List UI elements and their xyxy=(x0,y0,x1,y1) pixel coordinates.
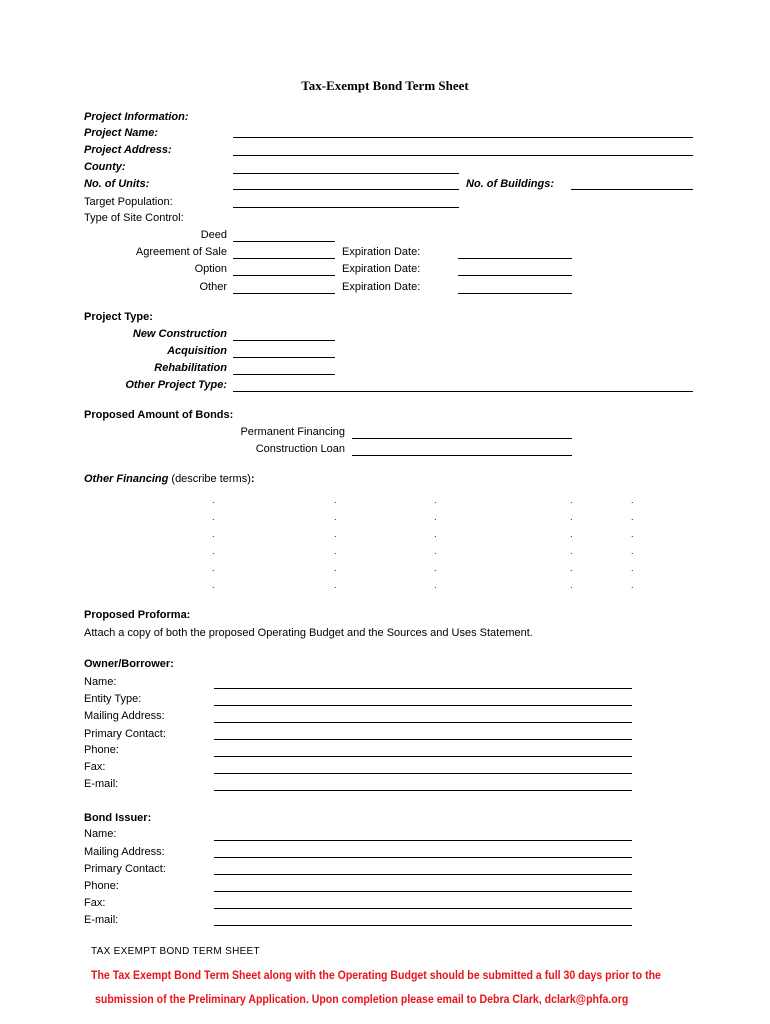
owner-contact-field[interactable] xyxy=(214,739,632,740)
issuer-contact-field[interactable] xyxy=(214,874,632,875)
construction-loan-label: Construction Loan xyxy=(255,443,345,455)
permanent-financing-field[interactable] xyxy=(352,438,572,439)
acquisition-label: Acquisition xyxy=(167,345,227,357)
construction-loan-field[interactable] xyxy=(352,455,572,456)
owner-fax-field[interactable] xyxy=(214,773,632,774)
target-population-label: Target Population: xyxy=(84,196,173,208)
table-cell-marker: . xyxy=(212,495,215,505)
buildings-label: No. of Buildings: xyxy=(466,178,554,190)
table-cell-marker: . xyxy=(334,529,337,539)
deed-field[interactable] xyxy=(233,241,335,242)
table-cell-marker: . xyxy=(434,546,437,556)
table-cell-marker: . xyxy=(434,512,437,522)
project-information-heading: Project Information: xyxy=(84,111,189,123)
table-cell-marker: . xyxy=(570,546,573,556)
footer-notice-line1: The Tax Exempt Bond Term Sheet along with the Operating Budget should be submitted a full 30 days prior to the xyxy=(91,968,661,982)
owner-mailing-label: Mailing Address: xyxy=(84,710,165,722)
issuer-name-field[interactable] xyxy=(214,840,632,841)
other-financing-label: Other Financing xyxy=(84,473,169,485)
owner-name-label: Name: xyxy=(84,676,117,688)
site-control-label: Type of Site Control: xyxy=(84,212,184,224)
table-cell-marker: . xyxy=(631,546,634,556)
other-site-control-field[interactable] xyxy=(233,293,335,294)
page-title: Tax-Exempt Bond Term Sheet xyxy=(301,78,469,93)
agreement-field[interactable] xyxy=(233,258,335,259)
county-field[interactable] xyxy=(233,173,459,174)
table-cell-marker: . xyxy=(334,495,337,505)
rehabilitation-label: Rehabilitation xyxy=(154,362,227,374)
option-expiration-field[interactable] xyxy=(458,275,572,276)
owner-entity-field[interactable] xyxy=(214,705,632,706)
other-financing-suffix: (describe terms) xyxy=(171,473,251,485)
issuer-fax-field[interactable] xyxy=(214,908,632,909)
permanent-financing-label: Permanent Financing xyxy=(240,426,345,438)
rehabilitation-field[interactable] xyxy=(233,374,335,375)
table-cell-marker: . xyxy=(212,546,215,556)
table-cell-marker: . xyxy=(570,512,573,522)
table-cell-marker: . xyxy=(631,512,634,522)
table-cell-marker: . xyxy=(334,563,337,573)
other-expiration-field[interactable] xyxy=(458,293,572,294)
issuer-heading: Bond Issuer: xyxy=(84,812,152,824)
owner-phone-label: Phone: xyxy=(84,744,119,756)
buildings-field[interactable] xyxy=(571,189,693,190)
project-address-field[interactable] xyxy=(233,155,693,156)
table-cell-marker: . xyxy=(212,563,215,573)
agreement-label: Agreement of Sale xyxy=(135,246,227,258)
table-cell-marker: . xyxy=(570,563,573,573)
footer-notice-line2: submission of the Preliminary Application. Upon completion please email to Debra Clark, dclark@phfa.org xyxy=(95,992,629,1006)
acquisition-field[interactable] xyxy=(233,357,335,358)
option-field[interactable] xyxy=(233,275,335,276)
units-field[interactable] xyxy=(233,189,459,190)
table-cell-marker: . xyxy=(434,580,437,590)
issuer-contact-label: Primary Contact: xyxy=(84,863,166,875)
option-expiration-label: Expiration Date: xyxy=(342,263,421,275)
new-construction-label: New Construction xyxy=(132,328,227,340)
owner-email-label: E-mail: xyxy=(84,778,119,790)
owner-heading: Owner/Borrower: xyxy=(84,658,174,670)
units-label: No. of Units: xyxy=(84,178,150,190)
other-financing-heading xyxy=(84,472,255,486)
owner-phone-field[interactable] xyxy=(214,756,632,757)
other-project-type-field[interactable] xyxy=(233,391,693,392)
issuer-name-label: Name: xyxy=(84,828,117,840)
owner-contact-label: Primary Contact: xyxy=(84,728,166,740)
project-name-label: Project Name: xyxy=(84,127,158,139)
table-cell-marker: . xyxy=(434,529,437,539)
table-cell-marker: . xyxy=(334,580,337,590)
owner-mailing-field[interactable] xyxy=(214,722,632,723)
agreement-expiration-field[interactable] xyxy=(458,258,572,259)
table-cell-marker: . xyxy=(631,563,634,573)
owner-name-field[interactable] xyxy=(214,688,632,689)
agreement-expiration-label: Expiration Date: xyxy=(342,246,421,258)
project-name-field[interactable] xyxy=(233,137,693,138)
table-cell-marker: . xyxy=(570,529,573,539)
table-cell-marker: . xyxy=(212,580,215,590)
issuer-email-field[interactable] xyxy=(214,925,632,926)
issuer-mailing-label: Mailing Address: xyxy=(84,846,165,858)
issuer-email-label: E-mail: xyxy=(84,914,119,926)
table-cell-marker: . xyxy=(334,512,337,522)
issuer-phone-field[interactable] xyxy=(214,891,632,892)
table-cell-marker: . xyxy=(631,495,634,505)
table-cell-marker: . xyxy=(570,495,573,505)
table-cell-marker: . xyxy=(631,529,634,539)
proforma-heading: Proposed Proforma: xyxy=(84,609,191,621)
county-label: County: xyxy=(84,161,126,173)
owner-entity-label: Entity Type: xyxy=(84,693,142,705)
deed-label: Deed xyxy=(200,229,227,241)
table-cell-marker: . xyxy=(334,546,337,556)
target-population-field[interactable] xyxy=(233,207,459,208)
issuer-phone-label: Phone: xyxy=(84,880,119,892)
project-address-label: Project Address: xyxy=(84,144,172,156)
other-expiration-label: Expiration Date: xyxy=(342,281,421,293)
table-cell-marker: . xyxy=(631,580,634,590)
other-financing-colon: : xyxy=(250,473,255,485)
owner-email-field[interactable] xyxy=(214,790,632,791)
owner-fax-label: Fax: xyxy=(84,761,106,773)
proforma-text: Attach a copy of both the proposed Operating Budget and the Sources and Uses Statement. xyxy=(84,627,533,639)
option-label: Option xyxy=(194,263,227,275)
table-cell-marker: . xyxy=(212,529,215,539)
new-construction-field[interactable] xyxy=(233,340,335,341)
footer-label: TAX EXEMPT BOND TERM SHEET xyxy=(91,946,260,957)
table-cell-marker: . xyxy=(212,512,215,522)
other-project-type-label: Other Project Type: xyxy=(125,379,227,391)
issuer-mailing-field[interactable] xyxy=(214,857,632,858)
issuer-fax-label: Fax: xyxy=(84,897,106,909)
table-cell-marker: . xyxy=(570,580,573,590)
table-cell-marker: . xyxy=(434,563,437,573)
project-type-heading: Project Type: xyxy=(84,311,153,323)
table-cell-marker: . xyxy=(434,495,437,505)
other-site-control-label: Other xyxy=(199,281,227,293)
bonds-heading: Proposed Amount of Bonds: xyxy=(84,409,234,421)
